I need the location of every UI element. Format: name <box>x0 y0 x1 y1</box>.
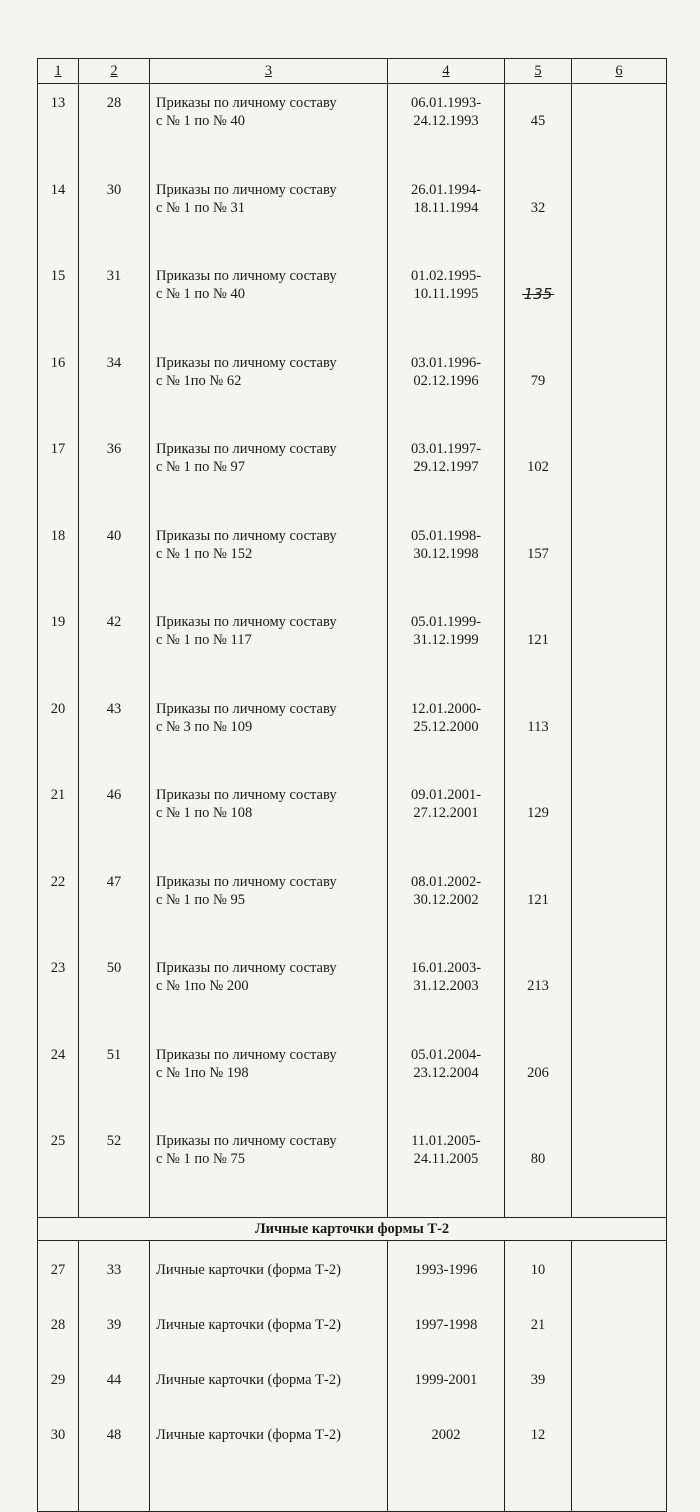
case-index: 42 <box>79 599 150 686</box>
case-title-line-2: с № 1по № 198 <box>156 1064 249 1081</box>
date-start: 11.01.2005- <box>411 1133 481 1149</box>
sheet-count: 12 <box>505 1406 572 1461</box>
case-title-line-2: с № 1 по № 95 <box>156 891 245 908</box>
date-end: 27.12.2001 <box>413 805 479 821</box>
case-title-line-2: с № 1 по № 40 <box>156 113 245 129</box>
case-title-line-1: Приказы по личному составу <box>156 1046 337 1063</box>
case-title <box>150 1032 388 1119</box>
table-row <box>38 1296 667 1351</box>
inventory-table <box>37 58 667 1512</box>
case-title <box>150 599 388 686</box>
notes-cell <box>572 1118 667 1205</box>
case-title-line-2: с № 1 по № 75 <box>156 1151 245 1167</box>
case-title-line-1: Приказы по личному составу <box>156 873 337 890</box>
case-index: 43 <box>79 686 150 773</box>
sheet-count: 10 <box>505 1240 572 1296</box>
table-row <box>38 859 667 946</box>
sheet-count-value: 79 <box>530 372 546 389</box>
notes-cell <box>572 1296 667 1351</box>
case-dates <box>388 253 505 340</box>
case-index: 34 <box>79 340 150 427</box>
header-col-6: 6 <box>572 59 667 84</box>
case-dates: 1993-1996 <box>388 1240 505 1296</box>
spacer-cell <box>388 1205 505 1218</box>
spacer-cell <box>505 1205 572 1218</box>
notes-cell <box>572 253 667 340</box>
spacer-cell <box>150 1205 388 1218</box>
sheet-count <box>505 426 572 513</box>
case-dates <box>388 167 505 254</box>
header-col-4: 4 <box>388 59 505 84</box>
notes-cell <box>572 686 667 773</box>
case-title <box>150 340 388 427</box>
case-title: Личные карточки (форма Т-2) <box>150 1351 388 1406</box>
case-title-line-1: Приказы по личному составу <box>156 527 337 544</box>
case-title-line-1: Приказы по личному составу <box>156 441 337 457</box>
case-title-line-1: Приказы по личному составу <box>156 1133 337 1149</box>
sheet-count-value: 121 <box>527 891 549 908</box>
table-row <box>38 1351 667 1406</box>
date-end: 24.11.2005 <box>413 1151 479 1167</box>
case-index: 31 <box>79 253 150 340</box>
table-row <box>38 1032 667 1119</box>
case-index: 47 <box>79 859 150 946</box>
row-number: 18 <box>38 513 79 600</box>
date-end: 31.12.2003 <box>413 978 479 994</box>
row-number: 17 <box>38 426 79 513</box>
case-dates: 1997-1998 <box>388 1296 505 1351</box>
sheet-count-value: 213 <box>527 978 549 994</box>
header-col-5: 5 <box>505 59 572 84</box>
case-title-line-1: Приказы по личному составу <box>156 960 337 976</box>
case-title <box>150 1118 388 1205</box>
sheet-count <box>505 513 572 600</box>
header-row <box>38 59 667 84</box>
notes-cell <box>572 426 667 513</box>
sheet-count <box>505 945 572 1032</box>
case-title <box>150 859 388 946</box>
case-index: 40 <box>79 513 150 600</box>
case-dates: 1999-2001 <box>388 1351 505 1406</box>
sheet-count <box>505 686 572 773</box>
case-index: 28 <box>79 84 150 167</box>
case-dates: 2002 <box>388 1406 505 1461</box>
row-number: 22 <box>38 859 79 946</box>
header-col-3: 3 <box>150 59 388 84</box>
date-start: 12.01.2000- <box>410 700 482 717</box>
case-title-line-2: с № 1 по № 108 <box>156 805 253 821</box>
case-index: 39 <box>79 1296 150 1351</box>
notes-cell <box>572 84 667 167</box>
sheet-count: 21 <box>505 1296 572 1351</box>
sheet-count <box>505 84 572 167</box>
case-index: 52 <box>79 1118 150 1205</box>
case-dates <box>388 772 505 859</box>
case-title-line-2: с № 3 по № 109 <box>156 718 253 735</box>
date-start: 08.01.2002- <box>410 873 482 890</box>
empty-cell <box>79 1461 150 1512</box>
sheet-count: 39 <box>505 1351 572 1406</box>
case-title: Личные карточки (форма Т-2) <box>150 1406 388 1461</box>
row-number: 24 <box>38 1032 79 1119</box>
case-dates <box>388 1118 505 1205</box>
date-end: 30.12.2002 <box>413 891 479 908</box>
row-number: 19 <box>38 599 79 686</box>
sheet-count-value: 121 <box>527 632 549 648</box>
sheet-count-value: 129 <box>527 805 549 821</box>
table-body <box>38 84 667 1512</box>
sheet-count <box>505 772 572 859</box>
case-dates <box>388 686 505 773</box>
case-dates <box>388 599 505 686</box>
notes-cell <box>572 1351 667 1406</box>
case-title-line-2: с № 1по № 200 <box>156 978 249 994</box>
sheet-count-value: 80 <box>530 1151 546 1167</box>
table-row <box>38 253 667 340</box>
row-number: 20 <box>38 686 79 773</box>
notes-cell <box>572 859 667 946</box>
sheet-count-value: 45 <box>530 113 546 129</box>
case-dates <box>388 1032 505 1119</box>
case-title-line-1: Приказы по личному составу <box>156 181 337 198</box>
table-row <box>38 167 667 254</box>
case-title-line-2: с № 1 по № 97 <box>156 459 245 475</box>
case-title <box>150 426 388 513</box>
notes-cell <box>572 513 667 600</box>
date-start: 03.01.1997- <box>410 441 482 457</box>
sheet-count-value: 102 <box>527 459 549 475</box>
table-row <box>38 513 667 600</box>
empty-cell <box>150 1461 388 1512</box>
date-end: 18.11.1994 <box>413 199 479 216</box>
date-start: 05.01.1998- <box>410 527 482 544</box>
table-row <box>38 772 667 859</box>
date-start: 06.01.1993- <box>410 95 482 111</box>
table-row <box>38 1240 667 1296</box>
notes-cell <box>572 1406 667 1461</box>
notes-cell <box>572 340 667 427</box>
case-title-line-1: Приказы по личному составу <box>156 787 337 803</box>
case-title-line-1: Приказы по личному составу <box>156 95 337 111</box>
case-title <box>150 945 388 1032</box>
date-end: 30.12.1998 <box>413 545 479 562</box>
case-title: Личные карточки (форма Т-2) <box>150 1296 388 1351</box>
sheet-count <box>505 599 572 686</box>
case-index: 48 <box>79 1406 150 1461</box>
sheet-count <box>505 340 572 427</box>
case-dates <box>388 945 505 1032</box>
date-start: 05.01.2004- <box>410 1046 482 1063</box>
spacer-row <box>38 1205 667 1218</box>
empty-row <box>38 1461 667 1512</box>
case-index: 50 <box>79 945 150 1032</box>
case-dates <box>388 859 505 946</box>
table-row <box>38 599 667 686</box>
case-dates <box>388 426 505 513</box>
spacer-cell <box>79 1205 150 1218</box>
case-index: 33 <box>79 1240 150 1296</box>
case-title-line-1: Приказы по личному составу <box>156 614 337 630</box>
row-number: 21 <box>38 772 79 859</box>
row-number: 14 <box>38 167 79 254</box>
case-title-line-2: с № 1 по № 117 <box>156 632 252 648</box>
date-start: 05.01.1999- <box>410 614 482 630</box>
case-title <box>150 513 388 600</box>
case-title-line-2: с № 1по № 62 <box>156 372 242 389</box>
case-dates <box>388 513 505 600</box>
date-end: 23.12.2004 <box>413 1064 479 1081</box>
notes-cell <box>572 1240 667 1296</box>
case-title-line-1: Приказы по личному составу <box>156 700 337 717</box>
row-number: 28 <box>38 1296 79 1351</box>
empty-cell <box>572 1461 667 1512</box>
case-title: Личные карточки (форма Т-2) <box>150 1240 388 1296</box>
table-row <box>38 340 667 427</box>
case-title-line-2: с № 1 по № 40 <box>156 286 245 302</box>
header-col-1: 1 <box>38 59 79 84</box>
sheet-count-value: 135 <box>523 285 553 303</box>
table-row <box>38 1118 667 1205</box>
notes-cell <box>572 945 667 1032</box>
notes-cell <box>572 1032 667 1119</box>
case-dates <box>388 84 505 167</box>
table-row <box>38 945 667 1032</box>
date-start: 09.01.2001- <box>410 787 482 803</box>
case-title-line-2: с № 1 по № 31 <box>156 199 245 216</box>
date-end: 29.12.1997 <box>413 459 479 475</box>
case-title <box>150 772 388 859</box>
case-index: 51 <box>79 1032 150 1119</box>
empty-cell <box>505 1461 572 1512</box>
empty-cell <box>38 1461 79 1512</box>
sheet-count-value: 32 <box>530 199 546 216</box>
spacer-cell <box>38 1205 79 1218</box>
row-number: 25 <box>38 1118 79 1205</box>
table-row <box>38 686 667 773</box>
header-col-2: 2 <box>79 59 150 84</box>
sheet-count <box>505 859 572 946</box>
date-start: 03.01.1996- <box>410 354 482 371</box>
date-start: 26.01.1994- <box>410 181 482 198</box>
notes-cell <box>572 167 667 254</box>
row-number: 23 <box>38 945 79 1032</box>
case-title-line-2: с № 1 по № 152 <box>156 545 253 562</box>
case-title <box>150 686 388 773</box>
section-title: Личные карточки формы Т-2 <box>38 1217 667 1240</box>
case-index: 44 <box>79 1351 150 1406</box>
sheet-count-value: 113 <box>527 718 549 735</box>
table-row <box>38 426 667 513</box>
notes-cell <box>572 772 667 859</box>
date-end: 24.12.1993 <box>413 113 479 129</box>
sheet-count <box>505 1032 572 1119</box>
sheet-count <box>505 167 572 254</box>
sheet-count <box>505 1118 572 1205</box>
date-end: 02.12.1996 <box>413 372 479 389</box>
date-start: 16.01.2003- <box>410 960 482 976</box>
case-title <box>150 253 388 340</box>
case-dates <box>388 340 505 427</box>
date-end: 25.12.2000 <box>413 718 479 735</box>
row-number: 15 <box>38 253 79 340</box>
sheet-count-value: 206 <box>527 1064 549 1081</box>
sheet-count-value: 157 <box>527 545 549 562</box>
row-number: 30 <box>38 1406 79 1461</box>
empty-cell <box>388 1461 505 1512</box>
case-index: 46 <box>79 772 150 859</box>
row-number: 29 <box>38 1351 79 1406</box>
case-index: 30 <box>79 167 150 254</box>
case-index: 36 <box>79 426 150 513</box>
case-title-line-1: Приказы по личному составу <box>156 268 337 284</box>
case-title-line-1: Приказы по личному составу <box>156 354 337 371</box>
row-number: 16 <box>38 340 79 427</box>
sheet-count <box>505 253 572 340</box>
table-row <box>38 84 667 167</box>
notes-cell <box>572 599 667 686</box>
date-end: 31.12.1999 <box>413 632 479 648</box>
row-number: 27 <box>38 1240 79 1296</box>
table-row <box>38 1406 667 1461</box>
case-title <box>150 167 388 254</box>
section-row <box>38 1217 667 1240</box>
row-number: 13 <box>38 84 79 167</box>
date-start: 01.02.1995- <box>410 268 482 284</box>
date-end: 10.11.1995 <box>413 286 479 302</box>
spacer-cell <box>572 1205 667 1218</box>
case-title <box>150 84 388 167</box>
